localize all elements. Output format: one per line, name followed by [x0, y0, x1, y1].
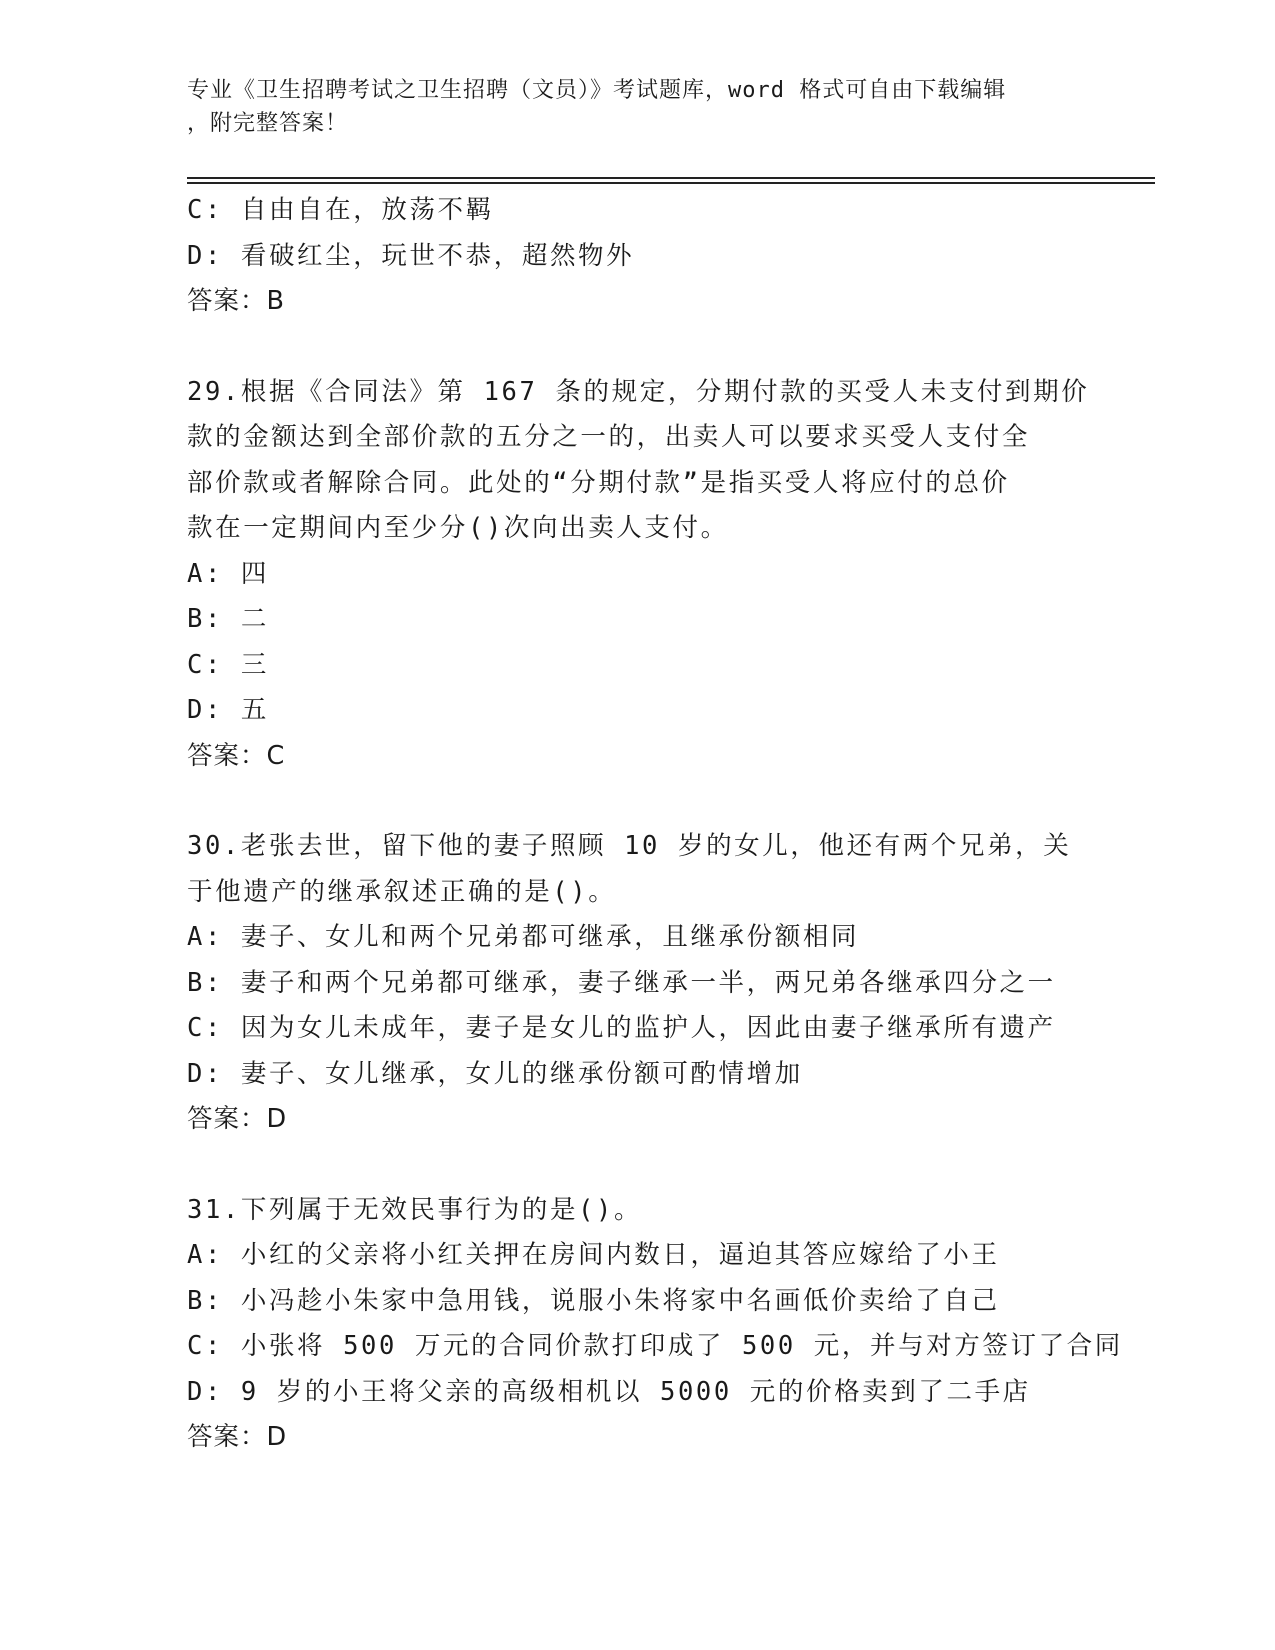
question-list — [187, 188, 1123, 1461]
question-stem-line: 部价款或者解除合同。此处的“分期付款”是指买受人将应付的总价 — [187, 467, 1010, 498]
page-header — [187, 74, 1077, 140]
header-rule-bottom — [187, 182, 1155, 184]
question-stem-line: 30.老张去世，留下他的妻子照顾 10 岁的女儿，他还有两个兄弟，关 — [187, 831, 1072, 861]
question-stem-line: 于他遗产的继承叙述正确的是()。 — [187, 876, 617, 907]
option-a: A: 妻子、女儿和两个兄弟都可继承，且继承份额相同 — [187, 922, 860, 952]
option-c: C: 自由自在，放荡不羁 — [187, 195, 494, 225]
answer: 答案：B — [187, 286, 285, 316]
option-c: C: 小张将 500 万元的合同价款打印成了 500 元，并与对方签订了合同 — [187, 1331, 1123, 1361]
answer: 答案：D — [187, 1104, 288, 1134]
option-b: B: 妻子和两个兄弟都可继承，妻子继承一半，两兄弟各继承四分之一 — [187, 967, 1056, 998]
header-rule-top — [187, 177, 1155, 179]
option-a: A: 小红的父亲将小红关押在房间内数日，逼迫其答应嫁给了小王 — [187, 1240, 1000, 1270]
spacer — [187, 325, 1087, 370]
question-31 — [187, 1188, 1123, 1461]
option-c: C: 三 — [187, 649, 269, 680]
answer: 答案：C — [187, 740, 286, 771]
option-b: B: 小冯趁小朱家中急用钱，说服小朱将家中名画低价卖给了自己 — [187, 1285, 1000, 1316]
question-28-tail — [187, 188, 1087, 325]
question-29 — [187, 370, 1090, 780]
question-30 — [187, 824, 1087, 1143]
spacer — [187, 1143, 1087, 1188]
option-d: D: 看破红尘，玩世不恭，超然物外 — [187, 240, 635, 271]
question-stem-line: 款在一定期间内至少分()次向出卖人支付。 — [187, 513, 729, 543]
option-c: C: 因为女儿未成年，妻子是女儿的监护人，因此由妻子继承所有遗产 — [187, 1013, 1056, 1043]
option-a: A: 四 — [187, 558, 269, 589]
answer: 答案：D — [187, 1422, 288, 1452]
option-d: D: 9 岁的小王将父亲的高级相机以 5000 元的价格卖到了二手店 — [187, 1376, 1031, 1407]
header-line-1: 专业《卫生招聘考试之卫生招聘（文员）》考试题库，word 格式可自由下载编辑 — [187, 78, 1007, 103]
header-line-2: ，附完整答案！ — [187, 111, 349, 136]
spacer — [187, 779, 1087, 824]
option-b: B: 二 — [187, 604, 269, 634]
question-stem-line: 31.下列属于无效民事行为的是()。 — [187, 1194, 643, 1225]
question-stem-line: 29.根据《合同法》第 167 条的规定，分期付款的买受人未支付到期价 — [187, 376, 1090, 407]
option-d: D: 妻子、女儿继承，女儿的继承份额可酌情增加 — [187, 1058, 803, 1089]
option-d: D: 五 — [187, 695, 269, 725]
question-stem-line: 款的金额达到全部价款的五分之一的，出卖人可以要求买受人支付全 — [187, 422, 1031, 452]
